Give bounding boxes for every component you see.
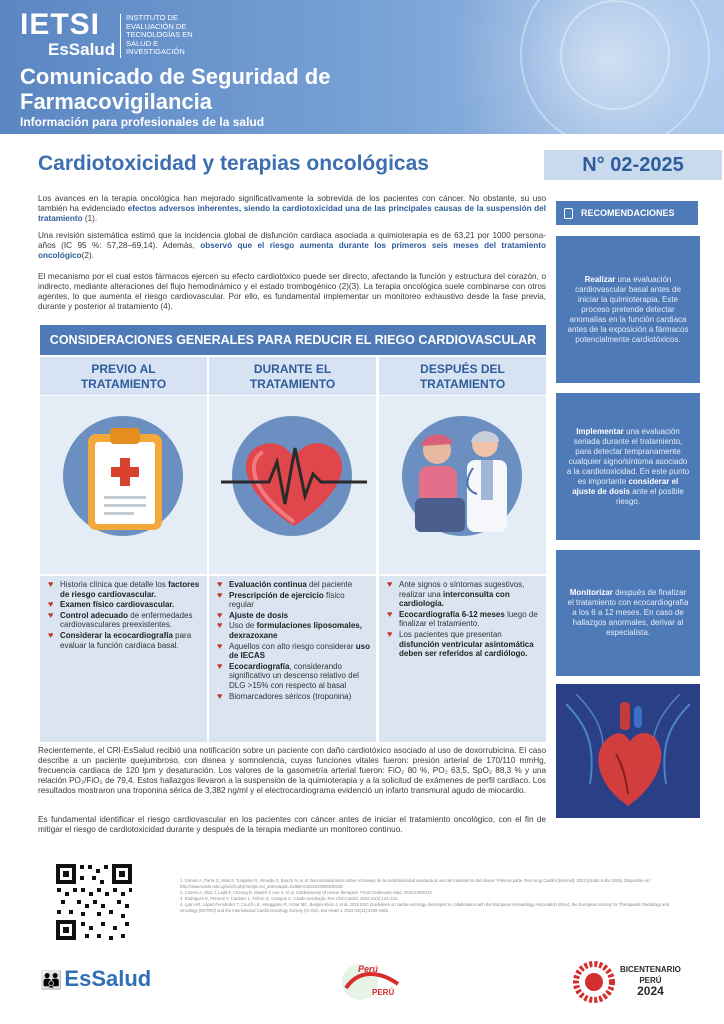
list-item: ♥ Los pacientes que presentan disfunción ventricular asintomática deben ser referidos al cardiólogo.: [387, 628, 534, 659]
bicentenario-text: BICENTENARIO PERÚ 2024: [620, 965, 681, 998]
qr-code-icon: [54, 862, 134, 942]
heart-bullet-icon: ♥: [217, 609, 223, 620]
intro-paragraph-2: Una revisión sistemática estimó que la incidencia global de disfunción cardiaca asociada a quimioterapia es de 63,21 por 1000 persona-años (IC 95 %: 57,28–69,14). Además, observó que el riesgo aumenta durante los primeros seis meses del tratamiento oncológico(2).: [38, 231, 546, 260]
bicentenario-sun-icon: [572, 960, 616, 1004]
intro-paragraph-1: Los avances en la terapia oncológica han mejorado significativamente la sobrevida de los pacientes con cáncer. No obstante, su uso también ha evidenciado efectos adversos inherentes, siendo la cardiotoxicidad una de las principales causas de la suspensión del tratamiento (1).: [38, 194, 546, 223]
list-item: ♥ Examen físico cardiovascular.: [48, 599, 175, 610]
header-banner: [0, 0, 724, 134]
list-item: ♥ Evaluación continua del paciente: [217, 579, 353, 589]
recommendations-heading: RECOMENDACIONES: [556, 201, 698, 225]
list-item: ♥ Ecocardiografía, considerando significativo un descenso relativo del DLG >15% con respecto al basal: [217, 660, 359, 690]
peru-logo: Perú PERÚ: [338, 960, 408, 1004]
phase-durante-heading: DURANTE EL TRATAMIENTO: [209, 357, 376, 395]
list-item: ♥ Ecocardiografía 6-12 meses luego de finalizar el tratamiento.: [387, 608, 538, 629]
heart-bullet-icon: ♥: [217, 660, 223, 671]
recommendation-box-3: Monitorizar después de finalizar el tratamiento con ecocardiografía a los 6 a 12 meses. En caso de hallazgos anormales, derivar al especialista.: [556, 550, 700, 676]
heart-bullet-icon: ♥: [48, 609, 54, 620]
heart-bullet-icon: ♥: [48, 599, 54, 610]
conclusion-paragraph: Es fundamental identificar el riesgo cardiovascular en los pacientes con cáncer antes de iniciar el tratamiento oncológico, con el fin de mitigar el riesgo de cardiotoxicidad durante y después de la terapia mediante un monitoreo continuo.: [38, 815, 546, 834]
recommendation-box-2: Implementar una evaluación seriada durante el tratamiento, para detectar tempranamente cualquier signo/síntoma asociado a la cardiotoxicidad. En este punto es importante considerar el ajuste de dosis ante el posible riesgo.: [556, 393, 700, 540]
despues-list: [379, 576, 546, 742]
considerations-heading: CONSIDERACIONES GENERALES PARA REDUCIR EL RIEGO CARDIOVASCULAR: [40, 325, 546, 355]
phase-despues-heading: DESPUÉS DEL TRATAMIENTO: [379, 357, 546, 395]
clipboard-icon: [80, 424, 170, 534]
institute-name: INSTITUTO DE EVALUACIÓN DE TECNOLOGÍAS EN SALUD E INVESTIGACIÓN: [126, 13, 193, 56]
heart-bullet-icon: ♥: [217, 690, 223, 701]
heart-bullet-icon: ♥: [217, 620, 223, 631]
clipboard-illustration: [40, 396, 207, 574]
clipboard-small-icon: [564, 208, 573, 219]
bicentenario-emblem: [572, 960, 616, 1009]
list-item: ♥ Control adecuado de enfermedades cardiovasculares preexistentes.: [48, 609, 193, 630]
logo-divider: [120, 14, 121, 58]
essalud-logo-text: EsSalud: [48, 40, 116, 59]
bulletin-number: N° 02-2025: [544, 150, 722, 180]
people-logo-icon: 👪: [40, 970, 63, 990]
list-item: ♥ Considerar la ecocardiografía para evaluar la función cardiaca basal.: [48, 629, 192, 650]
qr-code[interactable]: [54, 862, 134, 942]
heart-bullet-icon: ♥: [387, 628, 393, 639]
list-item: ♥ Ajuste de dosis: [217, 609, 289, 620]
recommendation-box-1: Realizar una evaluación cardiovascular basal antes de iniciar la quimioterapia. Este proceso pretende detectar anomalías en la función cardiaca antes de la exposición a fármacos potencialmente cardiotóxicos.: [556, 236, 700, 383]
heart-bullet-icon: ♥: [217, 589, 223, 600]
durante-list: [209, 576, 376, 742]
case-paragraph: Recientemente, el CRI-EsSalud recibió una notificación sobre un paciente con daño cardiotóxico asociado al uso de doxorrubicina. El caso describe a un paciente quejumbroso, con disnea y somnolencia, cuyas funciones vitales fueron: presión arterial de 170/110 mmHg, frecuencia cardiaca de 120 lpm y desaturación. Los valores de la gasometría arterial fueron: FiO₂ 80 %, PO₂ 63,5, SpO₂ 88,3 % y una relación PO₂/FiO₂ de 79,4. Estos hallazgos llevaron a la suspensión de la quimioterapia y a la solicitud de exámenes de perfil cardiaco. Los resultados mostraron una troponina sérica de 3,382 ng/ml y el electrocardiograma evidenció un infarto transmural agudo de miocardio.: [38, 746, 546, 795]
list-item: ♥ Biomarcadores séricos (troponina): [217, 690, 352, 701]
references: 1. Gómez A, Parra G, Islas S, Tungstes R, Almeida S, Bouzzi N, et al. Recomendaciones sobre el manejo de la cardiotoxicidad asociada al uso del tratamiento del cáncer. Primera parte. Rev Urug Cardiol [Internet]. 2023 [citado 6 abr 2025]. Disponible en: http://www.scielo.edu.uy/scielo.php?script=sci_arttext&pid=S1688-04202023000100105 2. Cuomo A, Dlaz J, Ladd F, Cheong D, Maderi T, Lee S, et al. Cardiotoxicity of cancer therapies. Front Cardiovasc Med. 2022;9:908742. 3. Rodrigues D, Perrone F, Cardoso L, Felicio G, Campos C. Cardio-oncología: Rev Chil Cardiol. 2022;41(2):124-133. 4. Lyon AR, López-Fernández T, Couch LS, Asteggiano R, Aznar MC, Bergler-Klein J, et al. 2022 ESC Guidelines on cardio-oncology developed in collaboration with the European Hematology Association (EHA), the European Society for Therapeutic Radiology and Oncology (ESTRO) and the International Cardio-Oncology Society (IC-OS). Eur Heart J. 2022;43(41):4229-4361.: [180, 878, 669, 913]
list-item: ♥ Historia clínica que detalle los factores de riesgo cardiovascular.: [48, 579, 200, 599]
heart-ecg-illustration: [209, 396, 376, 574]
ietsi-logo: IETSI: [20, 8, 101, 41]
doctor-patient-icon: [407, 424, 519, 534]
list-item: ♥ Aquellos con alto riesgo considerar uso de IECAS: [217, 640, 370, 661]
doctor-patient-illustration: [379, 396, 546, 574]
list-item: ♥ Uso de formulaciones liposomales, dexrazoxane: [217, 620, 362, 640]
list-item: ♥ Prescripción de ejercicio físico regular: [217, 589, 345, 610]
heart-bullet-icon: ♥: [387, 608, 393, 619]
page-subtitle: Información para profesionales de la salud: [20, 115, 265, 129]
intro-paragraph-3: El mecanismo por el cual estos fármacos ejercen su efecto cardiotóxico puede ser directo, afectando la función y estructura del corazón, o indirecto, mediante alteraciones del flujo hemodinámico y el estado trombogénico (2)(3). La terapia oncológica suele combinarse con otros agentes, lo que aumenta el riesgo cardiovascular. Por ello, es fundamental implementar un monitoreo exhaustivo desde la fase previa, durante y posterior al tratamiento (4).: [38, 272, 546, 311]
document-title: Cardiotoxicidad y terapias oncológicas: [38, 152, 429, 175]
heart-ecg-icon: [219, 426, 369, 531]
header-ring: [560, 0, 670, 110]
heart-bullet-icon: ♥: [387, 579, 393, 589]
heart-bullet-icon: ♥: [217, 579, 223, 589]
heart-bullet-icon: ♥: [48, 629, 54, 640]
essalud-footer-logo: 👪EsSalud: [40, 966, 152, 991]
heart-bullet-icon: ♥: [217, 640, 223, 651]
heart-bullet-icon: ♥: [48, 579, 54, 589]
list-item: ♥ Ante signos o síntomas sugestivos, realizar una interconsulta con cardiología.: [387, 579, 525, 609]
anatomical-heart-image: [556, 684, 700, 818]
page-title: Comunicado de Seguridad de Farmacovigilancia: [20, 64, 331, 114]
phase-previo-heading: PREVIO AL TRATAMIENTO: [40, 357, 207, 395]
anatomical-heart-icon: [556, 684, 700, 818]
previo-list: [40, 576, 207, 742]
